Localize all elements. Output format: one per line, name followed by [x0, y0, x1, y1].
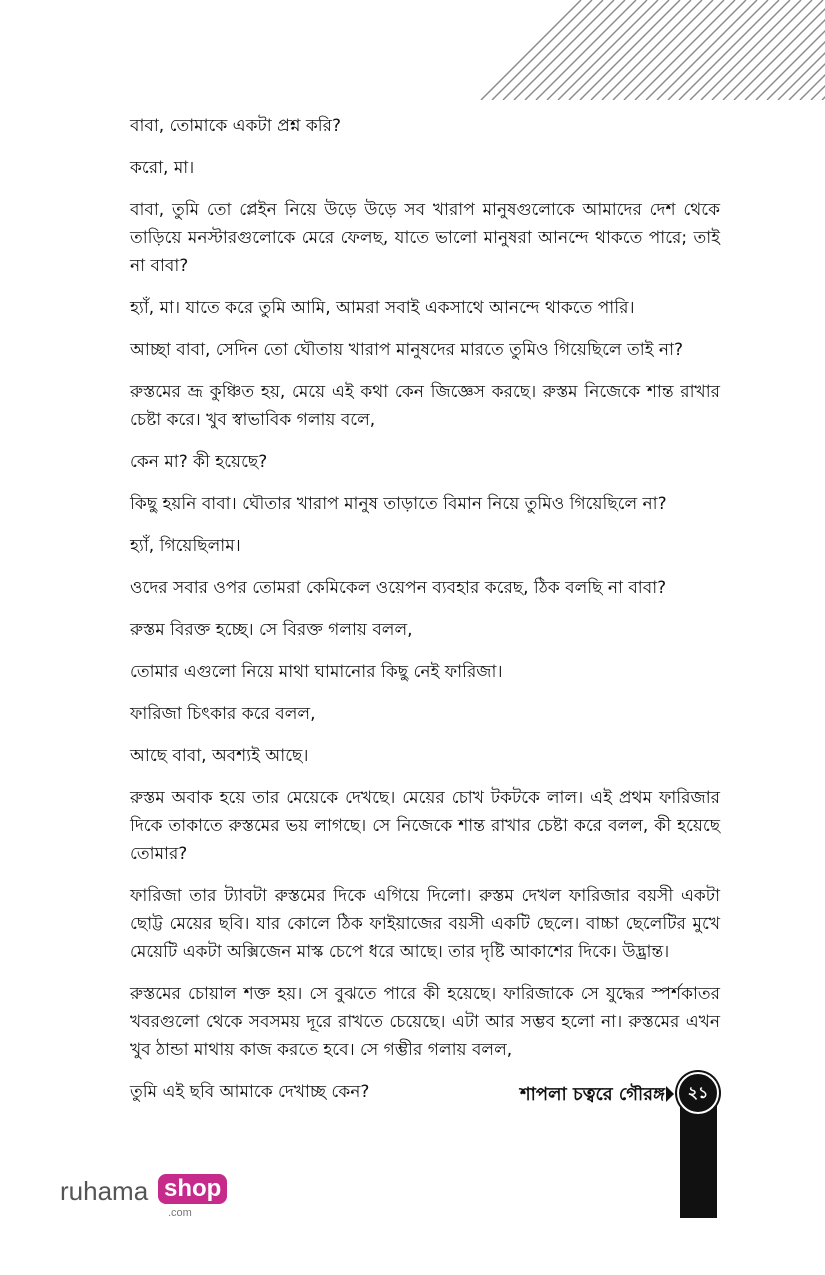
book-title: শাপলা চত্বরে গৌরঙ্গ	[520, 1084, 665, 1105]
paragraph: হ্যাঁ, মা। যাতে করে তুমি আমি, আমরা সবাই একসাথে আনন্দে থাকতে পারি।	[130, 298, 635, 318]
paragraph: রুস্তমের ভ্রূ কুঞ্চিত হয়, মেয়ে এই কথা কেন জিজ্ঞেস করছে। রুস্তম নিজেকে শান্ত রাখার চেষ্টা করে। খুব স্বাভাবিক গলায় বলে,	[130, 382, 720, 430]
triangle-arrow-icon	[666, 1086, 674, 1102]
paragraph: হ্যাঁ, গিয়েছিলাম।	[130, 536, 241, 556]
page-number-badge	[677, 1072, 719, 1114]
page-body-text	[130, 112, 720, 1120]
paragraph: করো, মা।	[130, 158, 195, 178]
logo-shop: shop	[158, 1174, 227, 1204]
paragraph: রুস্তম বিরক্ত হচ্ছে। সে বিরক্ত গলায় বলল,	[130, 620, 413, 640]
paragraph: কিছু হয়নি বাবা। ঘৌতার খারাপ মানুষ তাড়াতে বিমান নিয়ে তুমিও গিয়েছিলে না?	[130, 494, 667, 514]
corner-hatch-decoration	[470, 0, 825, 100]
paragraph: রুস্তমের চোয়াল শক্ত হয়। সে বুঝতে পারে কী হয়েছে। ফারিজাকে সে যুদ্ধের স্পর্শকাতর খবরগুলো থেকে সবসময় দূরে রাখতে চেয়েছে। এটা আর সম্ভব হলো না। রুস্তমের এখন খুব ঠান্ডা মাথায় কাজ করতে হবে। সে গম্ভীর গলায় বলল,	[130, 984, 720, 1060]
paragraph: আচ্ছা বাবা, সেদিন তো ঘৌতায় খারাপ মানুষদের মারতে তুমিও গিয়েছিলে তাই না?	[130, 340, 684, 360]
paragraph: রুস্তম অবাক হয়ে তার মেয়েকে দেখছে। মেয়ের চোখ টকটকে লাল। এই প্রথম ফারিজার দিকে তাকাতে রুস্তমের ভয় লাগছে। সে নিজেকে শান্ত রাখার চেষ্টা করে বলল, কী হয়েছে তোমার?	[130, 788, 720, 864]
paragraph: ওদের সবার ওপর তোমরা কেমিকেল ওয়েপন ব্যবহার করেছ, ঠিক বলছি না বাবা?	[130, 578, 667, 598]
paragraph: কেন মা? কী হয়েছে?	[130, 452, 268, 472]
logo-domain: .com	[168, 1207, 192, 1219]
page-number: ২১	[687, 1083, 709, 1102]
paragraph: আছে বাবা, অবশ্যই আছে।	[130, 746, 309, 766]
paragraph: বাবা, তুমি তো প্লেইন নিয়ে উড়ে উড়ে সব খারাপ মানুষগুলোকে আমাদের দেশ থেকে তাড়িয়ে মনস্টারগুলোকে মেরে ফেলছ, যাতে ভালো মানুষরা আনন্দে থাকতে পারে; তাই না বাবা?	[130, 200, 720, 276]
logo-brand: ruhama	[60, 1176, 149, 1206]
ruhamashop-logo	[60, 1172, 230, 1222]
paragraph: তুমি এই ছবি আমাকে দেখাচ্ছ কেন?	[130, 1082, 370, 1102]
page-footer	[0, 1072, 825, 1275]
paragraph: তোমার এগুলো নিয়ে মাথা ঘামানোর কিছু নেই ফারিজা।	[130, 662, 503, 682]
paragraph: ফারিজা তার ট্যাবটা রুস্তমের দিকে এগিয়ে দিলো। রুস্তম দেখল ফারিজার বয়সী একটা ছোট্ট মেয়ের ছবি। যার কোলে ঠিক ফাইয়াজের বয়সী একটি ছেলে। বাচ্চা ছেলেটির মুখে মেয়েটি একটা অক্সিজেন মাস্ক চেপে ধরে আছে। তার দৃষ্টি আকাশের দিকে। উদ্ভ্রান্ত।	[130, 886, 720, 962]
paragraph: ফারিজা চিৎকার করে বলল,	[130, 704, 316, 724]
paragraph: বাবা, তোমাকে একটা প্রশ্ন করি?	[130, 116, 342, 136]
